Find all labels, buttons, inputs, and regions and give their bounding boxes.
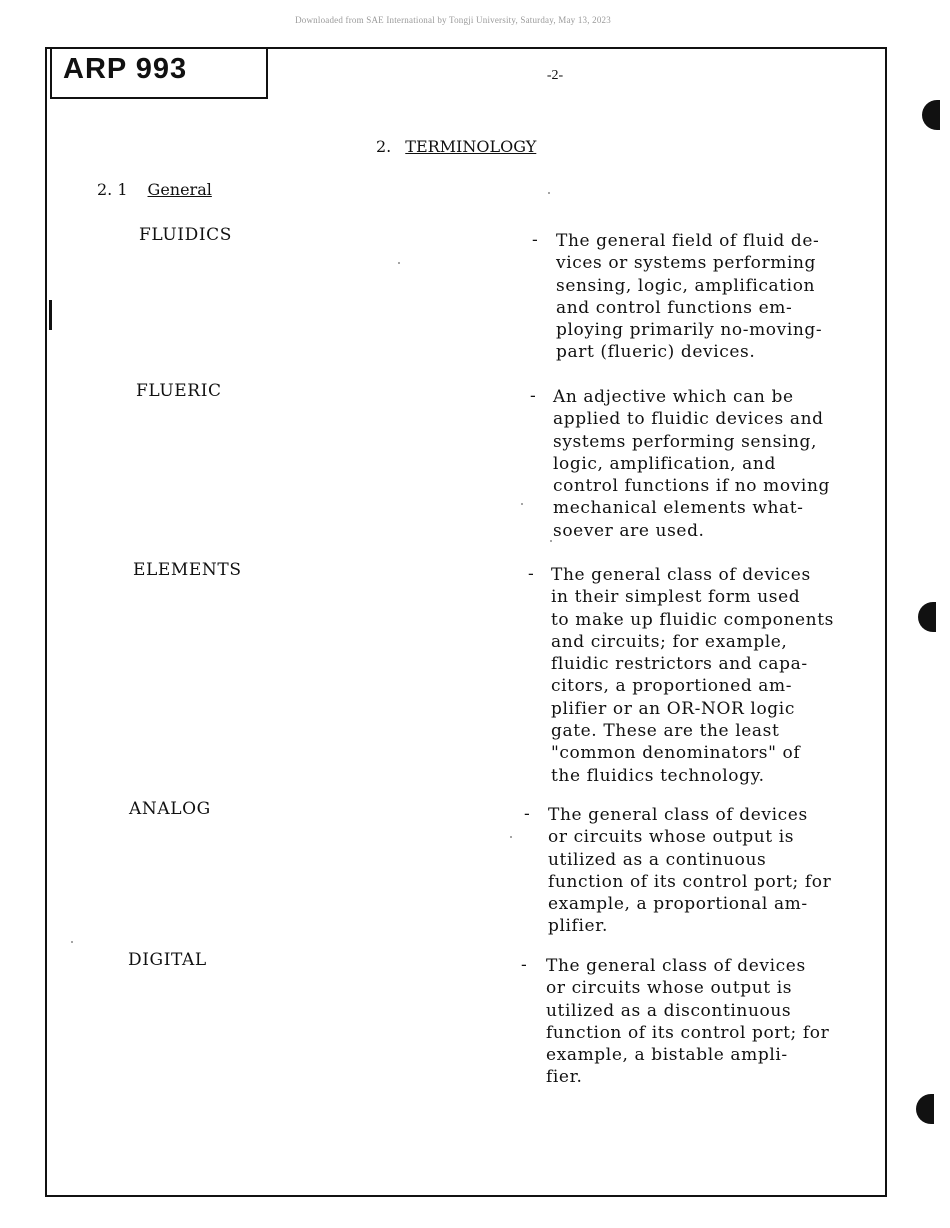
definition-line: The general class of devices: [548, 805, 808, 825]
definition-line: part (flueric) devices.: [556, 342, 756, 363]
binder-hole-mark: [916, 1094, 934, 1124]
definition-line: or circuits whose output is: [548, 827, 795, 848]
download-watermark: Downloaded from SAE International by Tongji University, Saturday, May 13, 2023: [295, 15, 611, 25]
definition-line: function of its control port; for: [548, 871, 832, 892]
definition-line: control functions if no moving: [553, 476, 830, 497]
definition-line: The general class of devices: [546, 956, 806, 976]
term-fluidics: FLUIDICS: [139, 225, 232, 245]
definition-line: vices or systems performing: [556, 253, 817, 274]
section-number: 2.: [376, 137, 392, 156]
definition-line: to make up fluidic components: [551, 609, 834, 630]
definition-line: fier.: [546, 1067, 583, 1088]
definition-elements: [551, 564, 851, 787]
definition-line: systems performing sensing,: [553, 431, 818, 452]
scan-speck: [550, 540, 552, 542]
term-digital: DIGITAL: [128, 950, 207, 970]
document-id: ARP 993: [63, 53, 188, 85]
definition-line: fluidic restrictors and capa-: [551, 654, 808, 675]
page-number: -2-: [546, 68, 564, 83]
definition-line: utilized as a discontinuous: [546, 1000, 792, 1021]
definition-line: and control functions em-: [556, 297, 793, 318]
document-id-box: [50, 47, 268, 99]
subsection-title: General: [147, 180, 212, 199]
definition-line: applied to fluidic devices and: [553, 409, 824, 430]
subsection-number: 2. 1: [97, 180, 128, 199]
definition-line: soever are used.: [553, 520, 705, 541]
definition-line: and circuits; for example,: [551, 631, 788, 652]
definition-line: plifier or an OR-NOR logic: [551, 698, 795, 719]
binder-hole-mark: [918, 602, 936, 632]
definition-line: logic, amplification, and: [553, 453, 776, 474]
definition-digital: [546, 955, 846, 1089]
scan-speck: [71, 941, 73, 943]
definition-line: or circuits whose output is: [546, 978, 793, 999]
term-analog: ANALOG: [129, 799, 211, 819]
definition-line: An adjective which can be: [553, 387, 794, 407]
definition-line: the fluidics technology.: [551, 765, 765, 786]
term-flueric: FLUERIC: [136, 381, 222, 401]
definition-line: gate. These are the least: [551, 721, 780, 742]
subsection-heading: [97, 180, 212, 199]
term-dash: -: [524, 804, 530, 824]
definition-line: "common denominators" of: [551, 743, 801, 764]
term-elements: ELEMENTS: [133, 560, 242, 580]
scan-speck: [398, 262, 400, 264]
definition-fluidics: [556, 230, 856, 364]
term-dash: -: [532, 230, 538, 250]
term-dash: -: [530, 386, 536, 406]
definition-line: mechanical elements what-: [553, 498, 804, 519]
definition-line: plifier.: [548, 916, 609, 937]
scan-speck: [548, 192, 550, 194]
definition-line: The general field of fluid de-: [556, 231, 820, 251]
scan-speck: [521, 503, 523, 505]
definition-line: ploying primarily no-moving-: [556, 320, 823, 341]
definition-line: sensing, logic, amplification: [556, 275, 816, 296]
definition-line: citors, a proportioned am-: [551, 676, 793, 697]
definition-line: function of its control port; for: [546, 1022, 830, 1043]
definition-line: example, a proportional am-: [548, 894, 808, 915]
section-heading: [376, 137, 536, 156]
definition-line: The general class of devices: [551, 565, 811, 585]
definition-analog: [548, 804, 848, 938]
scan-speck: [510, 836, 512, 838]
definition-flueric: [553, 386, 853, 542]
term-dash: -: [521, 955, 527, 975]
definition-line: utilized as a continuous: [548, 849, 767, 870]
definition-line: in their simplest form used: [551, 587, 801, 608]
section-title: TERMINOLOGY: [405, 137, 537, 156]
binder-hole-mark: [922, 100, 940, 130]
margin-mark: [49, 300, 52, 330]
definition-line: example, a bistable ampli-: [546, 1045, 788, 1066]
term-dash: -: [528, 564, 534, 584]
